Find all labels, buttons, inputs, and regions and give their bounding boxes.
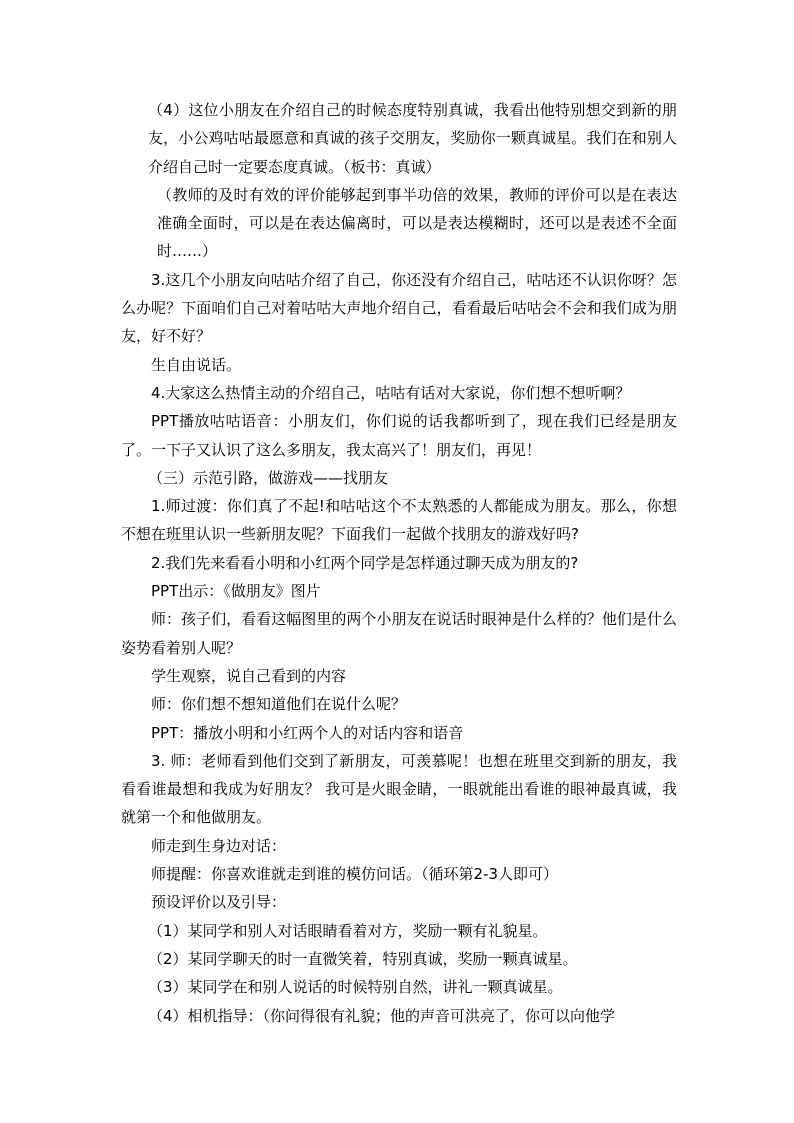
list-item: （4）相机指导：（你问得很有礼貌；他的声音可洪亮了，你可以向他学 (148, 1006, 616, 1025)
paragraph: 师走到生身边对话： (151, 836, 287, 855)
paragraph: （教师的及时有效的评价能够起到事半功倍的效果，教师的评价可以是在表达准确全面时，可以是在表达偏离时，可以是表达模糊时，还可以是表述不全面时……） (157, 185, 677, 261)
paragraph: 生自由说话。 (151, 355, 242, 374)
paragraph: 预设评价以及引导： (151, 893, 287, 912)
paragraph: PPT出示：《做朋友》图片 (151, 582, 321, 601)
list-item: （1）某同学和别人对话眼睛看着对方，奖励一颗有礼貌星。 (148, 921, 548, 940)
list-item: （2）某同学聊天的时一直微笑着，特别真诚，奖励一颗真诚星。 (148, 949, 578, 968)
paragraph: PPT：播放小明和小红两个人的对话内容和语音 (151, 723, 464, 742)
paragraph: 3.这几个小朋友向咕咕介绍了自己，你还没有介绍自己，咕咕还不认识你呀？怎么办呢？下面咱们自己对着咕咕大声地介绍自己，看看最后咕咕会不会和我们成为朋友，好不好？ (121, 270, 677, 346)
list-item: （3）某同学在和别人说话的时候特别自然，讲礼一颗真诚星。 (148, 978, 563, 997)
paragraph: 师：孩子们，看看这幅图里的两个小朋友在说话时眼神是什么样的？他们是什么姿势看着别人呢？ (121, 610, 677, 657)
document-body (121, 96, 677, 1030)
paragraph: 师：你们想不想知道他们在说什么呢？ (151, 695, 407, 714)
section-heading: （三）示范引路，做游戏——找朋友 (148, 468, 389, 487)
paragraph: 3. 师：老师看到他们交到了新朋友，可羡慕呢！也想在班里交到新的朋友，我看看谁最想和我成为好朋友？ 我可是火眼金睛，一眼就能出看谁的眼神最真诚，我就第一个和他做朋友。 (121, 751, 677, 827)
paragraph: 学生观察，说自己看到的内容 (151, 666, 347, 685)
paragraph: 1.师过渡：你们真了不起!和咕咕这个不太熟悉的人都能成为朋友。那么，你想不想在班里认识一些新朋友呢？下面我们一起做个找朋友的游戏好吗? (121, 497, 677, 544)
paragraph: 2.我们先来看看小明和小红两个同学是怎样通过聊天成为朋友的? (151, 553, 579, 572)
paragraph: PPT播放咕咕语音：小朋友们，你们说的话我都听到了，现在我们已经是朋友了。一下子又认识了这么多朋友，我太高兴了！朋友们，再见！ (121, 412, 677, 459)
paragraph: （4）这位小朋友在介绍自己的时候态度特别真诚，我看出他特别想交到新的朋友，小公鸡咕咕最愿意和真诚的孩子交朋友，奖励你一颗真诚星。我们在和别人介绍自己时一定要态度真诚。（板书：真诚） (148, 101, 677, 176)
paragraph: 师提醒：你喜欢谁就走到谁的模仿问话。（循环第2-3人即可） (151, 865, 559, 884)
paragraph: 4.大家这么热情主动的介绍自己，咕咕有话对大家说，你们想不想听啊？ (151, 383, 631, 402)
